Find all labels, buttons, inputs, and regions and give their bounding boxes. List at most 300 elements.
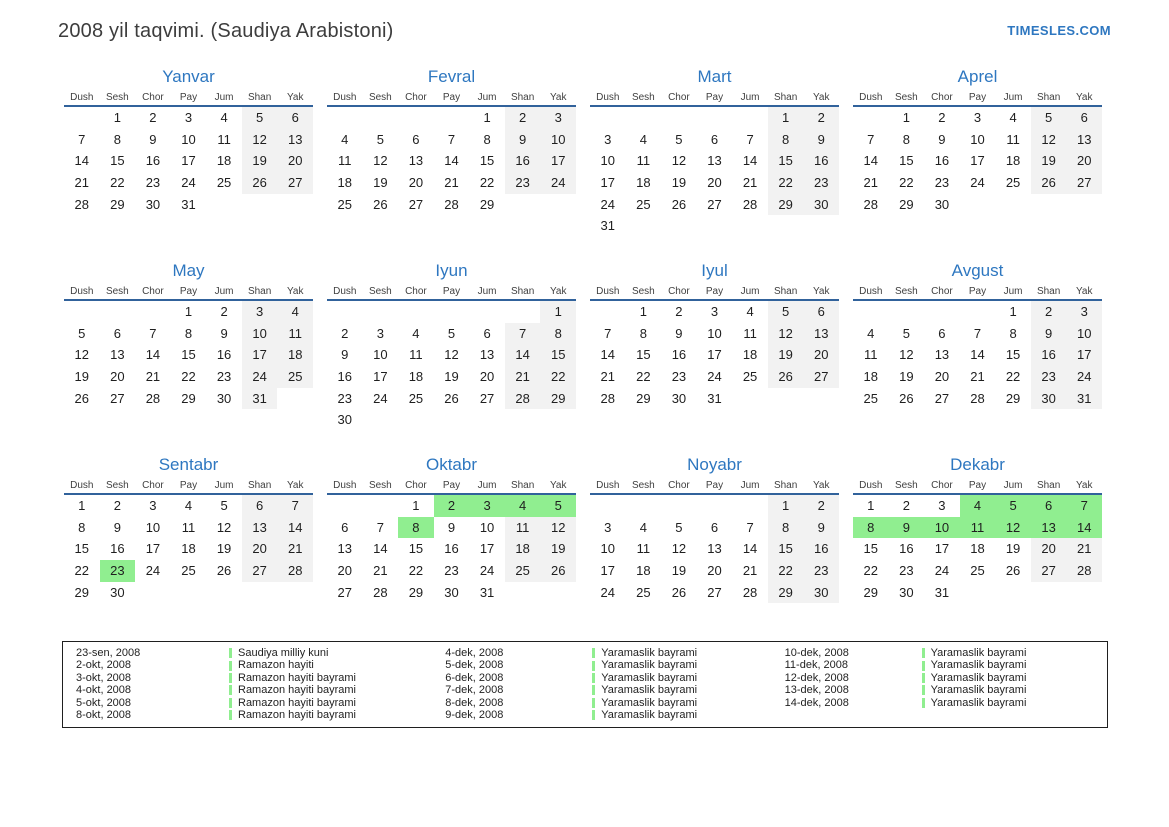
weekday-label: Dush — [70, 286, 94, 297]
day-cell: 11 — [181, 519, 196, 535]
weekday-label: Dush — [596, 286, 620, 297]
day-cell — [505, 603, 541, 625]
legend-name — [229, 672, 356, 684]
day-cell: 4 — [220, 110, 228, 125]
holiday-color-bar-icon — [592, 648, 595, 658]
day-cell: 8 — [113, 131, 121, 147]
legend-holiday-label: Yaramaslik bayrami — [930, 647, 1027, 659]
day-cell: 22 — [110, 175, 125, 191]
day-cell — [64, 107, 100, 129]
weekday-label: Sesh — [105, 480, 129, 491]
day-cell: 2 — [803, 107, 839, 129]
day-cell: 23 — [899, 563, 914, 579]
month-sentabr — [64, 455, 313, 627]
weekday-label: Jum — [214, 92, 234, 103]
day-cell — [697, 409, 733, 431]
day-cell: 3 — [604, 131, 612, 147]
day-cell: 28 — [970, 390, 985, 406]
legend-name — [592, 672, 697, 684]
day-cell: 22 — [408, 563, 424, 579]
day-cell: 25 — [636, 196, 651, 212]
day-cell: 7 — [973, 325, 982, 341]
day-cell — [1031, 603, 1067, 625]
day-cell: 21 — [373, 563, 388, 579]
day-cell: 21 — [74, 175, 90, 191]
day-cell: 14 — [742, 541, 758, 557]
day-cell: 26 — [671, 584, 687, 600]
weekday-label: Dush — [333, 92, 357, 103]
day-cell: 16 — [803, 150, 839, 172]
day-cell — [363, 495, 399, 517]
day-cell: 4 — [184, 498, 193, 513]
day-cell: 9 — [220, 325, 228, 341]
day-cell: 2 — [803, 495, 839, 517]
days-grid — [590, 107, 839, 237]
day-cell: 28 — [1066, 560, 1102, 582]
legend-name — [229, 647, 328, 659]
day-cell — [732, 388, 768, 410]
day-cell: 4 — [341, 131, 349, 147]
day-cell: 24 — [479, 563, 495, 579]
weekday-label: Dush — [70, 480, 94, 491]
weekday-header — [853, 286, 1102, 301]
day-cell: 25 — [505, 560, 541, 582]
day-cell: 30 — [899, 584, 914, 600]
day-cell: 21 — [1066, 538, 1102, 560]
day-cell: 22 — [768, 560, 804, 582]
day-cell: 27 — [803, 366, 839, 388]
day-cell — [626, 495, 662, 517]
day-cell: 29 — [479, 196, 495, 212]
day-cell — [398, 215, 434, 237]
day-cell: 19 — [444, 369, 459, 385]
month-aprel — [853, 67, 1102, 239]
day-cell: 13 — [408, 153, 424, 169]
legend-holiday-label: Ramazon hayiti — [238, 659, 314, 672]
holiday-color-bar-icon — [229, 685, 232, 695]
legend-date: 5-dek, 2008 — [445, 659, 504, 672]
day-cell — [363, 603, 399, 625]
day-cell: 26 — [768, 366, 804, 388]
day-cell: 29 — [636, 390, 651, 406]
legend-holiday-label: Ramazon hayiti bayrami — [238, 684, 356, 697]
day-cell — [853, 107, 889, 129]
weekday-header — [590, 286, 839, 301]
day-cell: 24 — [970, 175, 985, 191]
day-cell: 17 — [540, 150, 576, 172]
weekday-header — [327, 480, 576, 495]
legend-item — [445, 709, 784, 721]
legend-date: 5-okt, 2008 — [76, 696, 132, 709]
day-cell: 18 — [636, 563, 651, 579]
day-cell: 1 — [902, 110, 910, 125]
day-cell — [768, 409, 804, 431]
day-cell: 25 — [277, 366, 313, 388]
day-cell: 19 — [373, 175, 388, 191]
day-cell: 5 — [78, 325, 86, 341]
day-cell: 16 — [671, 347, 687, 363]
day-cell: 2 — [902, 498, 910, 513]
day-cell: 13 — [1066, 129, 1102, 151]
legend-date: 8-dek, 2008 — [445, 696, 504, 709]
legend-item — [445, 697, 784, 709]
day-cell: 7 — [1066, 495, 1102, 517]
day-cell: 2 — [113, 498, 121, 513]
day-cell — [995, 194, 1031, 216]
day-cell: 7 — [149, 325, 157, 341]
day-cell — [661, 495, 697, 517]
legend-item — [785, 647, 1107, 659]
day-cell — [469, 603, 505, 625]
legend-holiday-label: Ramazon hayiti bayrami — [238, 696, 356, 709]
weekday-label: Sesh — [368, 286, 392, 297]
legend-holiday-label: Yaramaslik bayrami — [930, 671, 1027, 684]
day-cell: 18 — [337, 175, 353, 191]
legend-item — [445, 672, 784, 684]
day-cell — [171, 215, 207, 237]
day-cell: 12 — [768, 323, 804, 345]
weekday-header — [853, 92, 1102, 107]
day-cell: 16 — [337, 369, 353, 385]
day-cell: 9 — [447, 519, 456, 535]
day-cell — [363, 215, 399, 237]
day-cell — [135, 582, 171, 604]
day-cell: 25 — [1005, 175, 1021, 191]
day-cell: 14 — [970, 347, 985, 363]
day-cell: 1 — [540, 301, 576, 323]
day-cell — [100, 215, 136, 237]
day-cell — [135, 301, 171, 323]
day-cell: 26 — [671, 196, 687, 212]
day-cell: 10 — [707, 325, 722, 341]
weekday-label: Sesh — [105, 286, 129, 297]
legend-holiday-label: Yaramaslik bayrami — [601, 647, 698, 659]
day-cell: 23 — [145, 175, 161, 191]
weekday-label: Yak — [812, 480, 830, 491]
day-cell: 15 — [74, 541, 90, 557]
day-cell: 29 — [110, 196, 125, 212]
day-cell — [803, 215, 839, 237]
day-cell: 23 — [803, 172, 839, 194]
day-cell: 14 — [600, 347, 616, 363]
weekday-label: Chor — [931, 286, 953, 297]
day-cell: 1 — [184, 304, 193, 319]
legend-holiday-label: Ramazon hayiti bayrami — [238, 709, 356, 722]
day-cell: 26 — [216, 563, 232, 579]
legend-item — [785, 672, 1107, 684]
holiday-color-bar-icon — [922, 685, 925, 695]
day-cell — [889, 215, 925, 237]
day-cell: 1 — [483, 110, 491, 125]
day-cell: 23 — [934, 175, 950, 191]
month-title: May — [172, 261, 205, 280]
day-cell: 5 — [675, 131, 683, 147]
day-cell: 10 — [242, 323, 278, 345]
weekday-label: Shan — [1036, 92, 1061, 103]
legend-item — [76, 684, 445, 696]
day-cell — [924, 603, 960, 625]
day-cell — [697, 495, 733, 517]
month-title: Iyul — [701, 261, 728, 280]
day-cell: 17 — [707, 347, 722, 363]
day-cell: 5 — [376, 131, 384, 147]
day-cell: 23 — [337, 390, 353, 406]
month-iyun — [327, 261, 576, 433]
day-cell — [1066, 409, 1102, 431]
weekday-label: Shan — [247, 286, 272, 297]
day-cell — [434, 409, 470, 431]
weekday-label: Chor — [142, 480, 164, 491]
days-grid — [64, 495, 313, 625]
day-cell: 7 — [78, 131, 86, 147]
day-cell: 13 — [110, 347, 125, 363]
legend-item — [76, 709, 445, 721]
day-cell: 21 — [444, 175, 459, 191]
day-cell: 26 — [1005, 563, 1021, 579]
weekday-label: Shan — [510, 480, 535, 491]
day-cell: 5 — [242, 107, 278, 129]
day-cell: 29 — [540, 388, 576, 410]
holiday-color-bar-icon — [922, 661, 925, 671]
day-cell: 10 — [479, 519, 495, 535]
day-cell — [434, 215, 470, 237]
day-cell: 8 — [78, 519, 86, 535]
day-cell: 6 — [113, 325, 121, 341]
day-cell: 7 — [447, 131, 456, 147]
day-cell: 15 — [181, 347, 196, 363]
day-cell: 26 — [540, 560, 576, 582]
day-cell: 21 — [600, 369, 616, 385]
day-cell: 9 — [149, 131, 157, 147]
day-cell: 27 — [479, 390, 495, 406]
month-oktabr — [327, 455, 576, 627]
day-cell: 12 — [671, 541, 687, 557]
legend-name — [592, 684, 697, 696]
day-cell: 27 — [934, 390, 950, 406]
weekday-label: Dush — [70, 92, 94, 103]
legend-date: 9-dek, 2008 — [445, 709, 504, 722]
day-cell: 9 — [803, 517, 839, 539]
days-grid — [590, 301, 839, 431]
month-title: Aprel — [957, 67, 998, 86]
day-cell: 15 — [863, 541, 879, 557]
day-cell — [853, 301, 889, 323]
day-cell: 30 — [444, 584, 459, 600]
day-cell — [64, 301, 100, 323]
day-cell — [697, 603, 733, 625]
day-cell: 2 — [1031, 301, 1067, 323]
weekday-label: Dush — [333, 286, 357, 297]
day-cell: 2 — [341, 325, 349, 341]
day-cell: 26 — [242, 172, 278, 194]
weekday-label: Yak — [286, 286, 304, 297]
holiday-color-bar-icon — [592, 698, 595, 708]
day-cell: 27 — [277, 172, 313, 194]
day-cell: 16 — [1031, 344, 1067, 366]
weekday-header — [853, 480, 1102, 495]
day-cell — [1031, 194, 1067, 216]
weekday-label: Jum — [214, 286, 234, 297]
day-cell: 17 — [373, 369, 388, 385]
day-cell — [1066, 194, 1102, 216]
day-cell — [277, 603, 313, 625]
day-cell — [434, 301, 470, 323]
day-cell: 3 — [1066, 301, 1102, 323]
legend-column — [76, 647, 445, 722]
holiday-legend — [62, 641, 1108, 728]
day-cell: 25 — [408, 390, 424, 406]
day-cell — [171, 603, 207, 625]
day-cell: 14 — [145, 347, 161, 363]
weekday-label: Chor — [142, 286, 164, 297]
weekday-label: Jum — [740, 480, 760, 491]
day-cell: 30 — [803, 194, 839, 216]
weekday-label: Sesh — [631, 480, 655, 491]
day-cell — [732, 603, 768, 625]
day-cell: 25 — [863, 390, 879, 406]
day-cell — [100, 409, 136, 431]
day-cell — [697, 107, 733, 129]
day-cell: 20 — [242, 538, 278, 560]
weekday-label: Shan — [1036, 480, 1061, 491]
day-cell — [206, 409, 242, 431]
day-cell: 25 — [337, 196, 353, 212]
day-cell — [540, 603, 576, 625]
day-cell: 31 — [181, 196, 196, 212]
day-cell: 1 — [768, 495, 804, 517]
day-cell: 18 — [277, 344, 313, 366]
day-cell: 25 — [742, 369, 758, 385]
day-cell: 17 — [145, 541, 161, 557]
day-cell — [803, 409, 839, 431]
day-cell: 16 — [110, 541, 125, 557]
legend-name — [229, 684, 356, 696]
weekday-header — [64, 286, 313, 301]
day-cell: 13 — [337, 541, 353, 557]
day-cell: 8 — [398, 517, 434, 539]
legend-holiday-label: Ramazon hayiti bayrami — [238, 671, 356, 684]
day-cell: 25 — [181, 563, 196, 579]
day-cell — [469, 301, 505, 323]
legend-date: 14-dek, 2008 — [784, 696, 849, 709]
day-cell — [206, 215, 242, 237]
legend-holiday-label: Yaramaslik bayrami — [930, 659, 1027, 672]
day-cell: 23 — [216, 369, 232, 385]
day-cell: 27 — [242, 560, 278, 582]
day-cell — [540, 409, 576, 431]
days-grid — [64, 107, 313, 237]
legend-item — [785, 659, 1107, 671]
day-cell: 24 — [145, 563, 161, 579]
day-cell — [590, 409, 626, 431]
weekday-label: Sesh — [631, 286, 655, 297]
day-cell — [995, 603, 1031, 625]
day-cell: 11 — [277, 323, 313, 345]
day-cell — [327, 107, 363, 129]
day-cell: 28 — [863, 196, 879, 212]
day-cell: 29 — [408, 584, 424, 600]
day-cell: 5 — [447, 325, 456, 341]
day-cell — [505, 582, 541, 604]
weekday-label: Shan — [773, 92, 798, 103]
day-cell: 28 — [600, 390, 616, 406]
site-link[interactable]: TIMESLES.COM — [1007, 23, 1111, 38]
day-cell: 1 — [78, 498, 86, 513]
weekday-label: Yak — [549, 480, 567, 491]
day-cell — [995, 409, 1031, 431]
day-cell — [277, 582, 313, 604]
legend-date: 11-dek, 2008 — [784, 659, 849, 672]
day-cell — [540, 582, 576, 604]
day-cell — [768, 215, 804, 237]
day-cell — [327, 495, 363, 517]
holiday-color-bar-icon — [592, 710, 595, 720]
day-cell: 25 — [636, 584, 651, 600]
day-cell: 30 — [934, 196, 950, 212]
day-cell — [626, 215, 662, 237]
legend-item — [76, 672, 445, 684]
legend-name — [592, 647, 697, 659]
day-cell: 11 — [217, 131, 231, 147]
weekday-label: Jum — [1003, 286, 1023, 297]
day-cell: 14 — [742, 153, 758, 169]
legend-holiday-label: Yaramaslik bayrami — [601, 709, 698, 722]
day-cell: 26 — [74, 390, 90, 406]
months-grid — [64, 67, 1169, 627]
legend-name — [229, 709, 356, 721]
legend-item — [76, 647, 445, 659]
page-title: 2008 yil taqvimi. (Saudiya Arabistoni) — [58, 20, 394, 42]
day-cell: 21 — [970, 369, 985, 385]
day-cell — [590, 107, 626, 129]
day-cell: 9 — [889, 517, 925, 539]
weekday-header — [327, 286, 576, 301]
weekday-label: Shan — [510, 286, 535, 297]
legend-date: 2-okt, 2008 — [76, 659, 132, 672]
day-cell: 20 — [1066, 150, 1102, 172]
day-cell: 24 — [242, 366, 278, 388]
weekday-label: Shan — [773, 286, 798, 297]
day-cell: 11 — [636, 541, 651, 557]
weekday-label: Pay — [705, 92, 724, 103]
day-cell — [398, 603, 434, 625]
day-cell — [242, 409, 278, 431]
day-cell: 14 — [277, 517, 313, 539]
day-cell: 12 — [540, 517, 576, 539]
day-cell: 2 — [220, 304, 228, 319]
month-title: Oktabr — [425, 455, 478, 474]
days-grid — [327, 301, 576, 431]
weekday-label: Pay — [705, 480, 724, 491]
day-cell: 31 — [707, 390, 722, 406]
legend-holiday-label: Yaramaslik bayrami — [930, 696, 1027, 709]
weekday-label: Dush — [596, 92, 620, 103]
day-cell — [995, 582, 1031, 604]
day-cell: 6 — [710, 131, 719, 147]
day-cell — [363, 301, 399, 323]
day-cell — [171, 582, 207, 604]
day-cell: 10 — [1066, 323, 1102, 345]
weekday-label: Shan — [247, 92, 272, 103]
legend-holiday-label: Yaramaslik bayrami — [601, 671, 698, 684]
day-cell: 29 — [768, 582, 804, 604]
month-title: Noyabr — [687, 455, 742, 474]
weekday-label: Chor — [931, 92, 953, 103]
weekday-label: Jum — [477, 286, 497, 297]
day-cell: 18 — [863, 369, 879, 385]
day-cell: 17 — [600, 175, 616, 191]
weekday-label: Sesh — [631, 92, 655, 103]
